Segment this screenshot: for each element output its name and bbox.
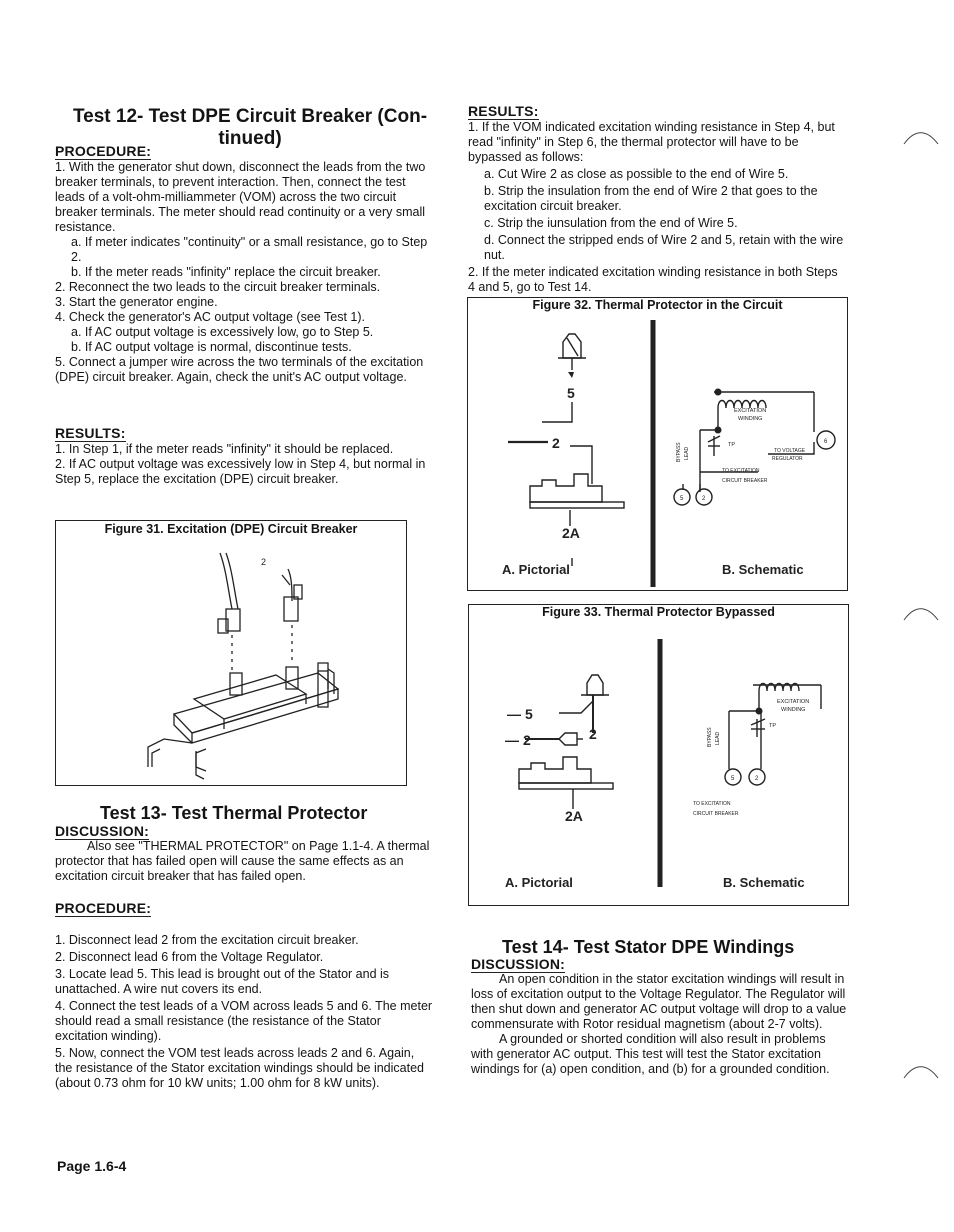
fig33-lead-label: LEAD [715, 731, 721, 745]
fig32-bypass-label: BYPASS [676, 442, 682, 462]
test13-step-2: 2. Disconnect lead 6 from the Voltage Regulator. [55, 950, 324, 964]
fig32-to-excitation-label: TO EXCITATION [722, 468, 760, 474]
fig33-label-5: 5 [525, 706, 533, 722]
fig32-terminal-6: 6 [824, 439, 828, 445]
test12-step-1b: b. If the meter reads "infinity" replace the circuit breaker. [71, 265, 381, 279]
figure31-box [55, 520, 407, 786]
test12-procedure-heading: PROCEDURE: [55, 143, 152, 159]
result-right-2: 2. If the meter indicated excitation winding resistance in both Steps 4 and 5, go to Test 14. [468, 265, 838, 294]
circuit-breaker-illustration [56, 539, 406, 785]
fig33-label-2b: 2 [589, 726, 597, 742]
fig33-dash-5: — [507, 706, 521, 722]
fig32-excitation-label: EXCITATION [734, 408, 767, 414]
result-right-1d: d. Connect the stripped ends of Wire 2 and 5, retain with the wire nut. [484, 233, 844, 262]
test12-step-4: 4. Check the generator's AC output voltage (see Test 1). [55, 310, 365, 324]
page-number: Page 1.6-4 [57, 1158, 127, 1174]
fig32-tp-label: TP [728, 442, 736, 448]
test12-step-2: 2. Reconnect the two leads to the circuit breaker terminals. [55, 280, 381, 294]
fig32-label-5: 5 [567, 385, 575, 401]
fig33-circuit-breaker-label: CIRCUIT BREAKER [693, 811, 739, 817]
test14-discussion [471, 972, 849, 1077]
figure33-title: Figure 33. Thermal Protector Bypassed [542, 605, 775, 619]
test13-procedure-heading: PROCEDURE: [55, 900, 152, 916]
test14-title: Test 14- Test Stator DPE Windings [502, 937, 795, 957]
results-right [468, 120, 846, 295]
test14-discussion-heading: DISCUSSION: [471, 956, 565, 972]
fig33-terminal-5: 5 [731, 776, 735, 782]
test12-step-1a: a. If meter indicates "continuity" or a small resistance, go to Step 2. [71, 235, 428, 264]
fig33-winding-label: WINDING [781, 707, 806, 713]
fig33-label-2a: 2A [565, 808, 583, 824]
fig33-terminal-2: 2 [755, 776, 759, 782]
test13-step-4: 4. Connect the test leads of a VOM across leads 5 and 6. The meter should read a small resistance (the resistance of the Stator excitation winding). [55, 999, 433, 1043]
test12-step-1: 1. With the generator shut down, disconnect the leads from the two breaker terminals, to prevent interaction. Then, connect the test leads of a volt-ohm-milliammeter (VOM) across the two circuit breaker terminals. The meter should read continuity or a very small resistance. [55, 160, 426, 234]
result-right-1: 1. If the VOM indicated excitation winding resistance in Step 4, but read "infinity" in Step 6, the thermal protector will have to be bypassed as follows: [468, 120, 835, 164]
fig32-terminal-5: 5 [680, 496, 684, 502]
scan-margin-marks [896, 120, 946, 1120]
test14-paragraph-2: A grounded or shorted condition will also result in problems with generator AC output. This test will test the Stator excitation windings for (a) open condition, and (b) for a grounded condition. [471, 1032, 830, 1076]
fig33-excitation-label: EXCITATION [777, 699, 810, 705]
figure32-box [467, 297, 848, 591]
test13-step-1: 1. Disconnect lead 2 from the excitation circuit breaker. [55, 933, 359, 947]
test12-procedure [55, 160, 433, 385]
test12-title-line1: Test 12- Test DPE Circuit Breaker (Con- [72, 106, 428, 127]
fig33-bypass-label: BYPASS [707, 727, 713, 747]
test12-results [55, 442, 433, 487]
fig32-label-2: 2 [552, 435, 560, 451]
test13-discussion: Also see "THERMAL PROTECTOR" on Page 1.1-4. A thermal protector that has failed open will cause the same effects as an excitation circuit breaker that has failed open. [55, 839, 430, 883]
figure31-label-2: 2 [261, 557, 267, 567]
fig32-label-2a: 2A [562, 525, 580, 541]
test12-result-1: 1. In Step 1, if the meter reads "infinity" it should be replaced. [55, 442, 394, 456]
fig32-winding-label: WINDING [738, 416, 763, 422]
test12-step-3: 3. Start the generator engine. [55, 295, 218, 309]
fig33-label-2: 2 [523, 732, 531, 748]
figure32-title: Figure 32. Thermal Protector in the Circuit [532, 298, 783, 312]
figure33-diagram [469, 619, 848, 905]
test13-step-5: 5. Now, connect the VOM test leads across leads 2 and 6. Again, the resistance of the Stator excitation windings should be indicated (about 0.73 ohm for 10 kW units; 1.00 ohm for 8 kW units). [55, 1046, 424, 1090]
fig32-terminal-2: 2 [702, 496, 706, 502]
test12-step-4a: a. If AC output voltage is excessively low, go to Step 5. [71, 325, 374, 339]
figure32-diagram [468, 312, 847, 590]
fig33-schematic-label: B. Schematic [723, 875, 805, 890]
test13-title: Test 13- Test Thermal Protector [100, 803, 368, 823]
figure33-box [468, 604, 849, 906]
fig32-lead-label: LEAD [684, 446, 690, 460]
test12-step-4b: b. If AC output voltage is normal, discontinue tests. [71, 340, 352, 354]
fig32-to-voltage-label: TO VOLTAGE [774, 448, 806, 454]
test12-results-heading: RESULTS: [55, 425, 126, 441]
test12-title-line2: tinued) [218, 128, 282, 149]
fig33-pictorial-label: A. Pictorial [505, 875, 573, 890]
fig32-pictorial-label: A. Pictorial [502, 562, 570, 577]
fig32-circuit-breaker-label: CIRCUIT BREAKER [722, 478, 768, 484]
test13-discussion-heading: DISCUSSION: [55, 823, 149, 839]
fig33-dash-2: — [505, 732, 519, 748]
result-right-1b: b. Strip the insulation from the end of Wire 2 that goes to the excitation circuit breaker. [484, 184, 818, 213]
test14-paragraph-1: An open condition in the stator excitation windings will result in loss of excitation output to the Voltage Regulator. The Regulator will then shut down and generator AC output voltage will drop to a value commensurate with Rotor residual magnetism (about 2-7 volts). [471, 972, 847, 1031]
result-right-1a: a. Cut Wire 2 as close as possible to the end of Wire 5. [484, 167, 789, 181]
fig33-to-excitation-label: TO EXCITATION [693, 801, 731, 807]
result-right-1c: c. Strip the iunsulation from the end of Wire 5. [484, 216, 738, 230]
fig33-tp-label: TP [769, 723, 777, 729]
figure31-title: Figure 31. Excitation (DPE) Circuit Breaker [104, 522, 358, 536]
fig32-schematic-label: B. Schematic [722, 562, 804, 577]
test13-step-3: 3. Locate lead 5. This lead is brought out of the Stator and is unattached. A wire nut covers its end. [55, 967, 390, 996]
test12-result-2: 2. If AC output voltage was excessively low in Step 4, but normal in Step 5, replace the excitation (DPE) circuit breaker. [55, 457, 426, 486]
test13-procedure [55, 933, 435, 1091]
results-right-heading: RESULTS: [468, 103, 539, 119]
fig32-regulator-label: REGULATOR [772, 456, 803, 462]
test12-step-5: 5. Connect a jumper wire across the two terminals of the excitation (DPE) circuit breaker. Again, check the unit's AC output voltage. [55, 355, 424, 384]
